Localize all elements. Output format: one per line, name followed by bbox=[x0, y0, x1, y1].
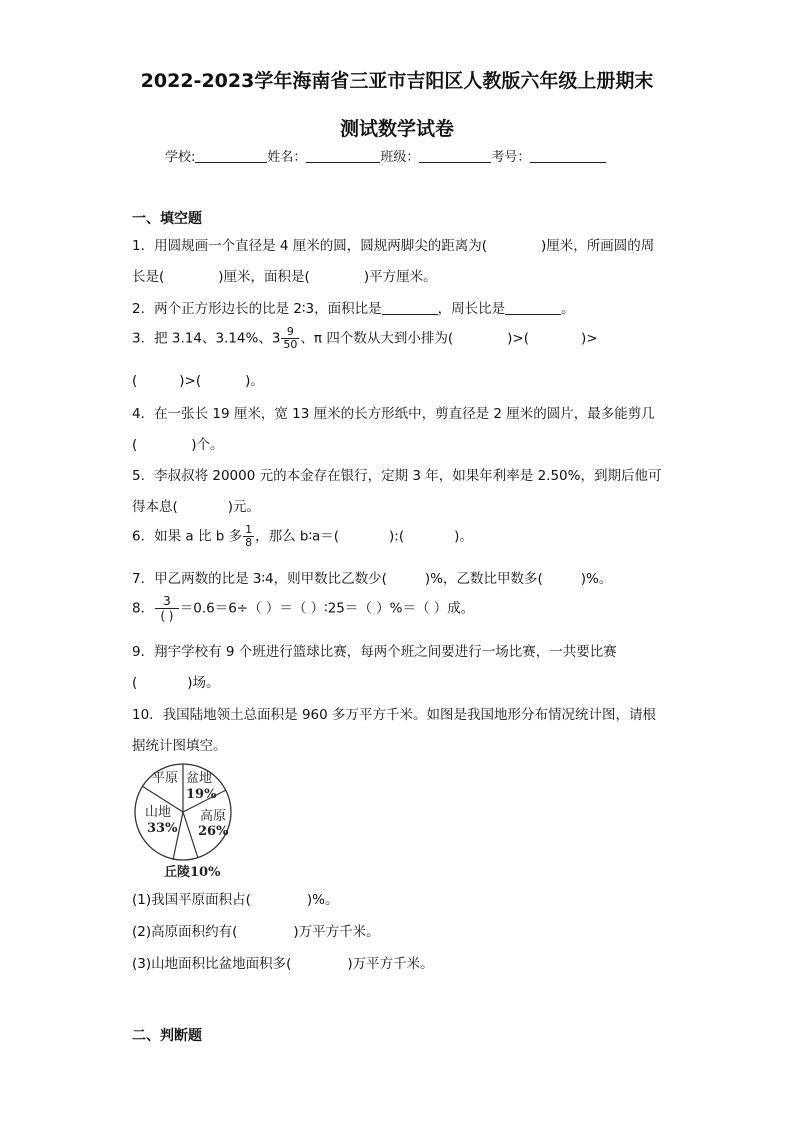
question-1-line1: 1．用圆规画一个直径是 4 厘米的圆，圆规两脚尖的距离为( )厘米，所画圆的周 bbox=[132, 238, 655, 254]
section-heading-fill-blank: 一、填空题 bbox=[132, 211, 202, 227]
pie-value-mountains: 33% bbox=[147, 821, 178, 836]
question-8: 8． $\frac{3}{( )}$ ＝0.6＝6÷（ ）＝（ ）∶25＝（ ）%＝（ ）成。 bbox=[132, 594, 475, 623]
question-5-line2: 得本息( )元。 bbox=[132, 499, 261, 515]
answer-blank[interactable] bbox=[382, 302, 438, 315]
answer-blank[interactable] bbox=[505, 302, 561, 315]
question-9-line1: 9．翔宇学校有 9 个班进行篮球比赛，每两个班之间要进行一场比赛，一共要比赛 bbox=[132, 644, 617, 660]
student-info-row bbox=[165, 146, 606, 165]
class-label: 班级： bbox=[380, 150, 420, 165]
pie-label-basin: 盆地 bbox=[186, 771, 213, 786]
question-1-line2: 长是( )厘米，面积是( )平方厘米。 bbox=[132, 269, 437, 285]
name-blank[interactable] bbox=[306, 148, 380, 163]
pie-label-plain: 平原 bbox=[152, 771, 179, 786]
question-5-line1: 5．李叔叔将 20000 元的本金存在银行，定期 3 年，如果年利率是 2.50%，到期后他可 bbox=[132, 468, 662, 484]
school-label: 学校: bbox=[165, 150, 196, 165]
section-heading-true-false: 二、判断题 bbox=[132, 1028, 202, 1044]
question-10-line1: 10．我国陆地领土总面积是 960 多万平方千米。如图是我国地形分布情况统计图，请根 bbox=[132, 707, 657, 723]
question-4-line2: ( )个。 bbox=[132, 437, 224, 453]
question-3-line2: ( )>( )。 bbox=[132, 373, 264, 389]
pie-value-basin: 19% bbox=[186, 787, 217, 802]
question-10-sub3: (3)山地面积比盆地面积多( )万平方千米。 bbox=[132, 956, 434, 972]
question-2: 2．两个正方形边长的比是 2∶3，面积比是 ，周长比是 。 bbox=[132, 301, 575, 317]
question-3-line1: 3．把 3.14、3.14%、3 $\frac{9}{50}$ 、π 四个数从大到小排为( )>( )> bbox=[132, 325, 598, 351]
question-6: 6．如果 a 比 b 多 $\frac{1}{8}$ ，那么 b∶a＝( ):( )。 bbox=[132, 523, 473, 549]
question-9-line2: ( )场。 bbox=[132, 675, 220, 691]
exam-title-line1: 2022-2023学年海南省三亚市吉阳区人教版六年级上册期末 bbox=[140, 70, 654, 92]
fraction-1-8: $\frac{1}{8}$ bbox=[245, 523, 253, 549]
terrain-pie-chart bbox=[128, 760, 240, 882]
exam-number-blank[interactable] bbox=[530, 148, 606, 163]
question-10-sub2: (2)高原面积约有( )万平方千米。 bbox=[132, 924, 380, 940]
question-10-sub1: (1)我国平原面积占( )%。 bbox=[132, 892, 339, 908]
question-4-line1: 4．在一张长 19 厘米，宽 13 厘米的长方形纸中，剪直径是 2 厘米的圆片，最多能剪几 bbox=[132, 406, 655, 422]
pie-label-plateau: 高原 bbox=[200, 809, 227, 824]
name-label: 姓名： bbox=[267, 150, 307, 165]
fraction-3-blank: $\frac{3}{( )}$ bbox=[155, 594, 179, 623]
pie-label-hills: 丘陵10% bbox=[164, 865, 221, 880]
question-10-line2: 据统计图填空。 bbox=[132, 738, 227, 754]
fraction-9-50: $\frac{9}{50}$ bbox=[283, 325, 298, 351]
pie-label-mountains: 山地 bbox=[145, 805, 172, 820]
exam-number-label: 考号： bbox=[491, 150, 531, 165]
class-blank[interactable] bbox=[419, 148, 491, 163]
pie-value-plateau: 26% bbox=[198, 824, 229, 839]
school-blank[interactable] bbox=[195, 148, 267, 163]
exam-title-line2: 测试数学试卷 bbox=[339, 118, 454, 140]
question-7: 7．甲乙两数的比是 3∶4，则甲数比乙数少( )%，乙数比甲数多( )%。 bbox=[132, 571, 613, 587]
